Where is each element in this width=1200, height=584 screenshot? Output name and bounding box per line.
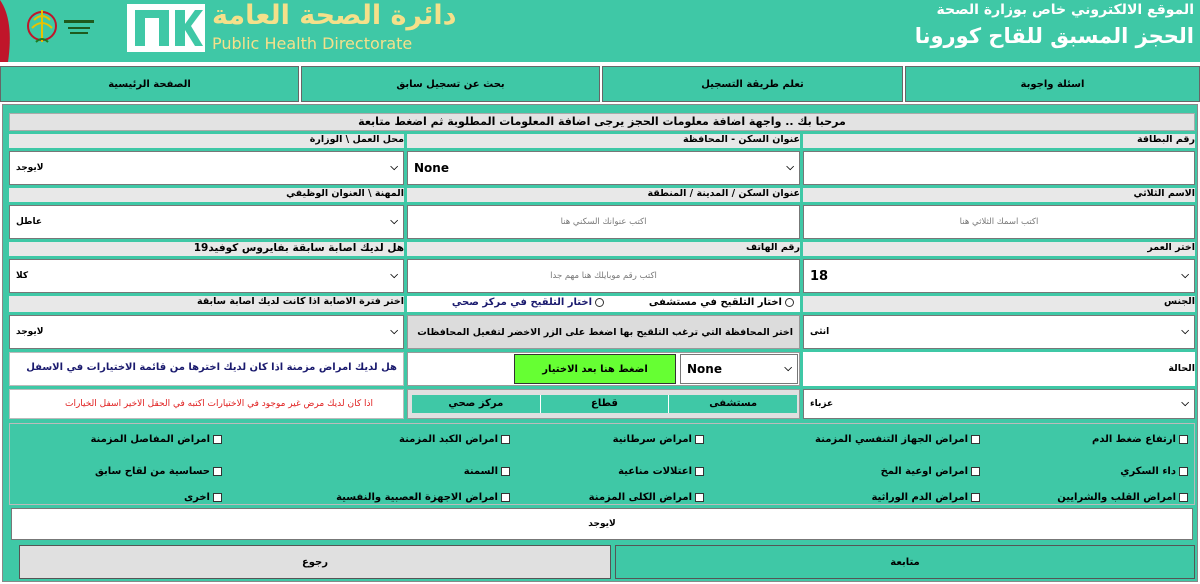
disease-cancer[interactable]: امراض سرطانية (613, 434, 704, 445)
chevron-down-icon: ⌵ (390, 162, 398, 173)
facility-col-health-center: مركز صحي (448, 398, 504, 409)
gov-instruction: اختر المحافظة التي ترغب التلقيح بها اضغط على الزر الاخضر لتفعيل المحافظات (407, 315, 800, 349)
chevron-down-icon: ⌵ (1181, 270, 1189, 281)
age-label: اختر العمر (803, 242, 1195, 256)
address-city-input[interactable]: اكتب عنوانك السكني هنا (407, 205, 800, 239)
registration-form (2, 104, 1198, 582)
address-gov-label: عنوان السكن - المحافظة (407, 134, 800, 148)
checkbox-icon (1179, 467, 1188, 476)
gov-select-value: None (687, 362, 722, 376)
checkbox-icon (501, 467, 510, 476)
disease-hereditary-blood[interactable]: امراض الدم الوراثية (871, 492, 980, 503)
disease-joints[interactable]: امراض المفاصل المزمنة (90, 434, 222, 445)
vaccination-place-options (407, 296, 800, 312)
back-button[interactable]: رجوع (19, 545, 611, 579)
chronic-question: هل لديك امراض مزمنة اذا كان لديك اخترها من قائمة الاختيارات في الاسفل (26, 362, 397, 373)
job-value: عاطل (16, 217, 43, 227)
phone-label: رقم الهاتف (407, 242, 800, 256)
phone-input[interactable]: اكتب رقم موبايلك هنا مهم جدا (407, 259, 800, 293)
radio-icon (785, 298, 794, 307)
facility-col-hospital: مستشفى (668, 395, 797, 413)
activate-governorates-button[interactable]: اضغط هنا بعد الاختيار (514, 354, 676, 384)
checkbox-icon (213, 435, 222, 444)
infection-period-value: لايوجد (16, 327, 44, 337)
checkbox-icon (213, 493, 222, 502)
nav-faq[interactable]: اسئلة واجوبة (905, 66, 1200, 102)
checkbox-icon (213, 467, 222, 476)
checkbox-icon (695, 435, 704, 444)
disease-kidney[interactable]: امراض الكلى المزمنة (589, 492, 704, 503)
facility-table (407, 389, 800, 419)
chevron-down-icon: ⌵ (786, 162, 794, 173)
chevron-down-icon: ⌵ (390, 326, 398, 337)
logo-arabic-text: دائرة الصحة العامة (212, 0, 457, 31)
disease-diabetes[interactable]: داء السكري (1120, 466, 1188, 477)
disease-cardiovascular[interactable]: امراض القلب والشرايين (1057, 492, 1188, 503)
facility-col-sector: قطاع (540, 395, 669, 413)
other-disease-input[interactable]: لايوجد (11, 508, 1193, 540)
checkbox-icon (971, 435, 980, 444)
workplace-label: محل العمل \ الوزارة (9, 134, 404, 148)
checkbox-icon (971, 493, 980, 502)
header-curve-decoration (0, 0, 14, 62)
nav-how-to-register[interactable]: تعلم طريقة التسجيل (602, 66, 903, 102)
checkbox-icon (1179, 493, 1188, 502)
age-select[interactable] (803, 259, 1195, 293)
continue-button[interactable]: متابعة (615, 545, 1195, 579)
infection-period-select[interactable] (9, 315, 404, 349)
chevron-down-icon: ⌵ (1181, 326, 1189, 337)
chevron-down-icon: ⌵ (784, 363, 792, 374)
chronic-question-cell (9, 352, 404, 386)
checkbox-icon (695, 493, 704, 502)
age-value: 18 (810, 268, 829, 284)
chevron-down-icon: ⌵ (390, 270, 398, 281)
covid-value: كلا (16, 271, 29, 281)
vacc-center-option[interactable]: اختار التلقيح في مركز صحي (452, 297, 604, 308)
disease-vaccine-allergy[interactable]: حساسية من لقاح سابق (95, 466, 222, 477)
gender-value: انثى (810, 327, 830, 337)
page-title: الحجز المسبق للقاح كورونا (914, 24, 1194, 48)
status-select[interactable] (803, 389, 1195, 419)
checkbox-icon (1179, 435, 1188, 444)
navbar (0, 66, 1200, 102)
nav-search-previous[interactable]: بحث عن تسجيل سابق (301, 66, 600, 102)
diseases-grid (9, 423, 1195, 505)
status-value: عزباء (810, 399, 834, 409)
checkbox-icon (501, 435, 510, 444)
site-note: الموقع الالكتروني خاص بوزارة الصحة (936, 2, 1194, 18)
address-gov-value: None (414, 161, 449, 175)
public-health-logo-mark (125, 2, 207, 54)
gender-label: الجنس (803, 296, 1195, 312)
covid-select[interactable] (9, 259, 404, 293)
disease-obesity[interactable]: السمنة (464, 466, 510, 477)
address-gov-select[interactable] (407, 151, 800, 185)
header (0, 0, 1200, 62)
disease-other[interactable]: اخرى (184, 492, 222, 503)
checkbox-icon (971, 467, 980, 476)
workplace-value: لايوجد (16, 163, 44, 173)
disease-neuro-psych[interactable]: امراض الاجهزة العصبية والنفسية (336, 492, 510, 503)
ministry-of-health-logo (18, 2, 98, 58)
radio-icon (595, 298, 604, 307)
address-city-label: عنوان السكن / المدينة / المنطقة (407, 188, 800, 202)
disease-hypertension[interactable]: ارتفاع ضغط الدم (1092, 434, 1188, 445)
id-label: رقم البطاقة (803, 134, 1195, 148)
disease-immune[interactable]: اعتلالات مناعية (618, 466, 704, 477)
chronic-hint: اذا كان لديك مرض غير موجود في الاختيارات اكتبه في الحقل الاخير اسفل الخيارات (64, 399, 373, 409)
chronic-hint-cell (9, 389, 404, 419)
facility-table-header (412, 395, 797, 413)
checkbox-icon (501, 493, 510, 502)
nav-home[interactable]: الصفحة الرئيسية (0, 66, 299, 102)
infection-period-label: اختر فترة الاصابة اذا كانت لديك اصابة سابقة (9, 296, 404, 312)
gender-select[interactable] (803, 315, 1195, 349)
job-select[interactable] (9, 205, 404, 239)
disease-respiratory[interactable]: امراض الجهاز التنفسي المزمنة (815, 434, 980, 445)
status-label: الحالة (803, 352, 1195, 386)
chevron-down-icon: ⌵ (1181, 398, 1189, 409)
name-label: الاسم الثلاثي (803, 188, 1195, 202)
gov-select[interactable] (680, 354, 798, 384)
chevron-down-icon: ⌵ (390, 216, 398, 227)
id-number-input[interactable] (803, 151, 1195, 185)
covid-label: هل لديك اصابة سابقة بفايروس كوفيد19 (9, 242, 404, 256)
job-label: المهنة \ العنوان الوظيفي (9, 188, 404, 202)
vacc-hospital-option[interactable]: اختار التلقيح في مستشفى (649, 297, 794, 308)
logo-english-text: Public Health Directorate (212, 34, 413, 53)
disease-liver[interactable]: امراض الكبد المزمنة (399, 434, 510, 445)
welcome-notice: مرحبا بك .. واجهة اضافة معلومات الحجز يرجى اضافة المعلومات المطلوبة ثم اضغط متابعة (9, 113, 1195, 131)
full-name-input[interactable]: اكتب اسمك الثلاثي هنا (803, 205, 1195, 239)
workplace-select[interactable] (9, 151, 404, 185)
disease-cerebrovascular[interactable]: امراض اوعية المخ (881, 466, 980, 477)
checkbox-icon (695, 467, 704, 476)
gov-select-area (407, 352, 800, 386)
